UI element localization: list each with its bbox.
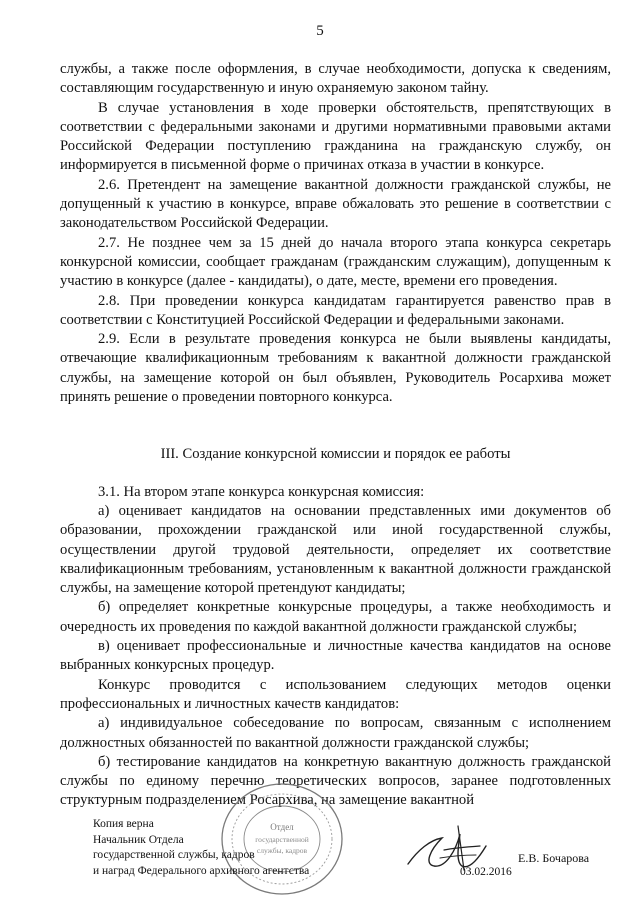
paragraph-2-7: 2.7. Не позднее чем за 15 дней до начала второго этапа конкурса секретарь конкурсной комиссии, сообщает гражданам (гражданским служащим), допущенным к участию в конкурсе (далее - кандидаты), о дате, месте, времени его проведения. bbox=[60, 234, 611, 290]
signer-name: Е.В. Бочарова bbox=[518, 851, 590, 865]
paragraph-method-a: а) индивидуальное собеседование по вопросам, связанным с исполнением должностных обязанностей по вакантной должности гражданской службы; bbox=[60, 715, 611, 751]
page-number: 5 bbox=[316, 23, 324, 39]
paragraph-2-8: 2.8. При проведении конкурса кандидатам гарантируется равенство прав в соответствии с Конституцией Российской Федерации и федеральными законами. bbox=[60, 292, 611, 328]
cert-line-4: и наград Федерального архивного агентства bbox=[93, 864, 310, 877]
paragraph-method-b: б) тестирование кандидатов на конкретную вакантную должность гражданской службы по единому перечню теоретических вопросов, заранее подготовленных структурным подразделением Росархива, на замещение вакантной bbox=[60, 753, 611, 809]
cert-line-1: Копия верна bbox=[93, 818, 154, 830]
paragraph-2-6: 2.6. Претендент на замещение вакантной должности гражданской службы, не допущенный к участию в конкурсе, вправе обжаловать это решение в соответствии с законодательством Российской Федерации. bbox=[60, 176, 611, 232]
paragraph-3-1-a: а) оценивает кандидатов на основании представленных ими документов об образовании, прохождении гражданской или иной государственной службы, осуществлении другой трудовой деятельности, определяет их соответствие квалификационным требованиям, установленным к вакантной должности гражданской службы, на замещение которой претендуют кандидаты; bbox=[60, 502, 611, 597]
certification-block bbox=[93, 817, 309, 879]
section-title: III. Создание конкурсной комиссии и порядок ее работы bbox=[160, 446, 511, 463]
paragraph-3-1-b: б) определяет конкретные конкурсные процедуры, а также необходимость и очередность их проведения по каждой вакантной должности гражданской службы; bbox=[60, 599, 611, 635]
paragraph-2-9: 2.9. Если в результате проведения конкурса не были выявлены кандидаты, отвечающие квалификационным требованиям к вакантной должности гражданской службы, на замещение которой он был объявлен, Руководитель Росархива может принять решение о проведении повторного конкурса. bbox=[60, 331, 611, 406]
seal-text-2: государственной bbox=[255, 835, 309, 844]
certification-date: 03.02.2016 bbox=[460, 866, 512, 878]
paragraph-methods: Конкурс проводится с использованием следующих методов оценки профессиональных и личностных качеств кандидатов: bbox=[60, 676, 611, 712]
paragraph-continuation: службы, а также после оформления, в случае необходимости, допуска к сведениям, составляющим государственную и иную охраняемую законом тайну. bbox=[60, 61, 611, 97]
paragraph-refusal: В случае установления в ходе проверки обстоятельств, препятствующих в соответствии с федеральными законами и другими нормативными правовыми актами Российской Федерации поступлению гражданина на гражданскую службу, он информируется в письменной форме о причинах отказа в участии в конкурсе. bbox=[60, 99, 611, 174]
seal-text-3: службы, кадров bbox=[256, 846, 308, 855]
paragraph-3-1-v: в) оценивает профессиональные и личностные качества кандидатов на основе выбранных конкурсных процедур. bbox=[60, 638, 611, 674]
seal-text-1: Отдел bbox=[270, 822, 294, 832]
cert-line-3: государственной службы, кадров bbox=[93, 849, 255, 861]
paragraph-3-1: 3.1. На втором этапе конкурса конкурсная комиссия: bbox=[98, 483, 425, 500]
cert-line-2: Начальник Отдела bbox=[93, 833, 184, 846]
